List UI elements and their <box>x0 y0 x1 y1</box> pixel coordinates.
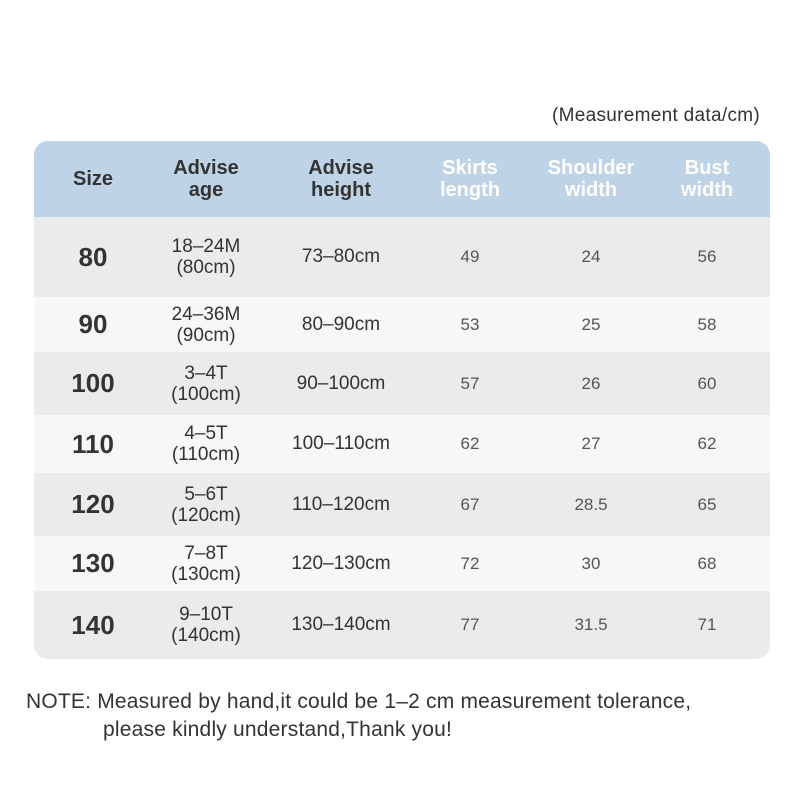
shoulder-width-value: 25 <box>581 314 601 334</box>
skirts-length-cell <box>422 352 518 415</box>
age-height-value: (140cm) <box>171 625 241 646</box>
size-value: 100 <box>71 368 115 398</box>
height-value: 130–140cm <box>291 614 391 635</box>
skirts-length-value: 72 <box>460 553 480 573</box>
shoulder-width-cell <box>518 473 664 536</box>
age-value: 9–10T <box>179 604 233 625</box>
shoulder-width-value: 27 <box>581 434 601 453</box>
skirts-length-cell <box>422 217 518 297</box>
age-cell <box>152 415 260 473</box>
skirts-length-value: 77 <box>460 615 480 634</box>
measurement-tolerance-note <box>26 688 691 744</box>
table-row <box>34 473 770 536</box>
bust-width-value: 71 <box>697 615 717 634</box>
size-cell <box>34 473 152 536</box>
header-advise-age-line1: Advise <box>173 157 239 179</box>
height-value: 80–90cm <box>301 313 381 335</box>
table-body <box>34 217 770 659</box>
height-cell <box>260 217 422 297</box>
skirts-length-value: 62 <box>460 434 480 453</box>
table-row <box>34 217 770 297</box>
header-advise-height-line2: height <box>311 179 371 201</box>
table-row <box>34 536 770 591</box>
age-cell <box>152 473 260 536</box>
height-value: 90–100cm <box>296 372 386 394</box>
age-height-value: (110cm) <box>171 444 241 465</box>
age-height-value: (80cm) <box>176 257 236 278</box>
table-row <box>34 415 770 473</box>
header-skirts-length-line2: length <box>440 179 500 201</box>
header-advise-age <box>152 141 260 217</box>
size-value: 120 <box>71 489 115 519</box>
table-header <box>34 141 770 217</box>
bust-width-value: 56 <box>697 247 717 266</box>
height-cell <box>260 536 422 591</box>
header-advise-age-line2: age <box>188 179 224 201</box>
header-shoulder-width-line2: width <box>564 179 618 201</box>
header-skirts-length-line1: Skirts <box>442 157 498 179</box>
size-cell <box>34 591 152 659</box>
size-value: 80 <box>78 241 108 272</box>
skirts-length-value: 53 <box>460 314 480 334</box>
header-size-label: Size <box>72 168 114 190</box>
skirts-length-value: 67 <box>460 494 480 514</box>
bust-width-cell <box>664 217 750 297</box>
age-height-value: (100cm) <box>171 383 241 405</box>
size-value: 140 <box>71 609 115 640</box>
shoulder-width-cell <box>518 415 664 473</box>
size-cell <box>34 536 152 591</box>
bust-width-cell <box>664 536 750 591</box>
age-value: 4–5T <box>184 423 228 444</box>
shoulder-width-value: 24 <box>581 247 601 266</box>
table-row <box>34 297 770 352</box>
shoulder-width-value: 31.5 <box>574 615 608 634</box>
header-bust-width <box>664 141 750 217</box>
height-cell <box>260 352 422 415</box>
skirts-length-cell <box>422 473 518 536</box>
shoulder-width-cell <box>518 217 664 297</box>
size-value: 110 <box>72 428 114 459</box>
skirts-length-value: 49 <box>460 247 480 266</box>
table-row <box>34 352 770 415</box>
size-chart-table <box>34 141 770 659</box>
age-value: 5–6T <box>184 483 228 505</box>
size-cell <box>34 415 152 473</box>
height-value: 120–130cm <box>291 552 391 574</box>
header-skirts-length <box>422 141 518 217</box>
header-bust-width-line2: width <box>680 179 734 201</box>
skirts-length-value: 57 <box>460 373 480 393</box>
shoulder-width-cell <box>518 591 664 659</box>
size-cell <box>34 217 152 297</box>
shoulder-width-value: 30 <box>581 553 601 573</box>
bust-width-value: 58 <box>697 314 717 334</box>
bust-width-cell <box>664 415 750 473</box>
age-height-value: (90cm) <box>176 324 236 346</box>
shoulder-width-value: 26 <box>581 373 601 393</box>
shoulder-width-value: 28.5 <box>574 494 608 514</box>
bust-width-cell <box>664 591 750 659</box>
age-cell <box>152 591 260 659</box>
header-shoulder-width <box>518 141 664 217</box>
age-height-value: (130cm) <box>171 563 241 585</box>
bust-width-value: 65 <box>697 494 717 514</box>
height-value: 100–110cm <box>292 433 390 454</box>
header-size <box>34 141 152 217</box>
age-height-value: (120cm) <box>171 504 241 526</box>
age-cell <box>152 297 260 352</box>
height-cell <box>260 297 422 352</box>
size-value: 90 <box>78 309 108 339</box>
shoulder-width-cell <box>518 352 664 415</box>
header-advise-height <box>260 141 422 217</box>
age-value: 24–36M <box>171 303 241 325</box>
age-value: 18–24M <box>171 236 241 257</box>
age-cell <box>152 217 260 297</box>
bust-width-cell <box>664 297 750 352</box>
height-cell <box>260 591 422 659</box>
skirts-length-cell <box>422 297 518 352</box>
age-cell <box>152 536 260 591</box>
bust-width-cell <box>664 473 750 536</box>
bust-width-cell <box>664 352 750 415</box>
size-cell <box>34 297 152 352</box>
age-value: 7–8T <box>184 542 228 564</box>
age-cell <box>152 352 260 415</box>
size-value: 130 <box>71 548 115 578</box>
age-value: 3–4T <box>184 362 228 384</box>
shoulder-width-cell <box>518 297 664 352</box>
height-value: 110–120cm <box>292 493 390 515</box>
note-line-2: please kindly understand,Thank you! <box>103 718 453 741</box>
bust-width-value: 68 <box>697 553 717 573</box>
header-shoulder-width-line1: Shoulder <box>547 157 635 179</box>
shoulder-width-cell <box>518 536 664 591</box>
skirts-length-cell <box>422 536 518 591</box>
bust-width-value: 60 <box>697 373 717 393</box>
height-value: 73–80cm <box>301 246 381 267</box>
height-cell <box>260 473 422 536</box>
skirts-length-cell <box>422 591 518 659</box>
note-line-1: NOTE: Measured by hand,it could be 1–2 cm measurement tolerance, <box>26 690 692 713</box>
measurement-unit-note: (Measurement data/cm) <box>552 105 760 126</box>
bust-width-value: 62 <box>697 434 717 453</box>
header-bust-width-line1: Bust <box>684 157 730 179</box>
size-cell <box>34 352 152 415</box>
header-advise-height-line1: Advise <box>308 157 374 179</box>
table-row <box>34 591 770 659</box>
height-cell <box>260 415 422 473</box>
skirts-length-cell <box>422 415 518 473</box>
